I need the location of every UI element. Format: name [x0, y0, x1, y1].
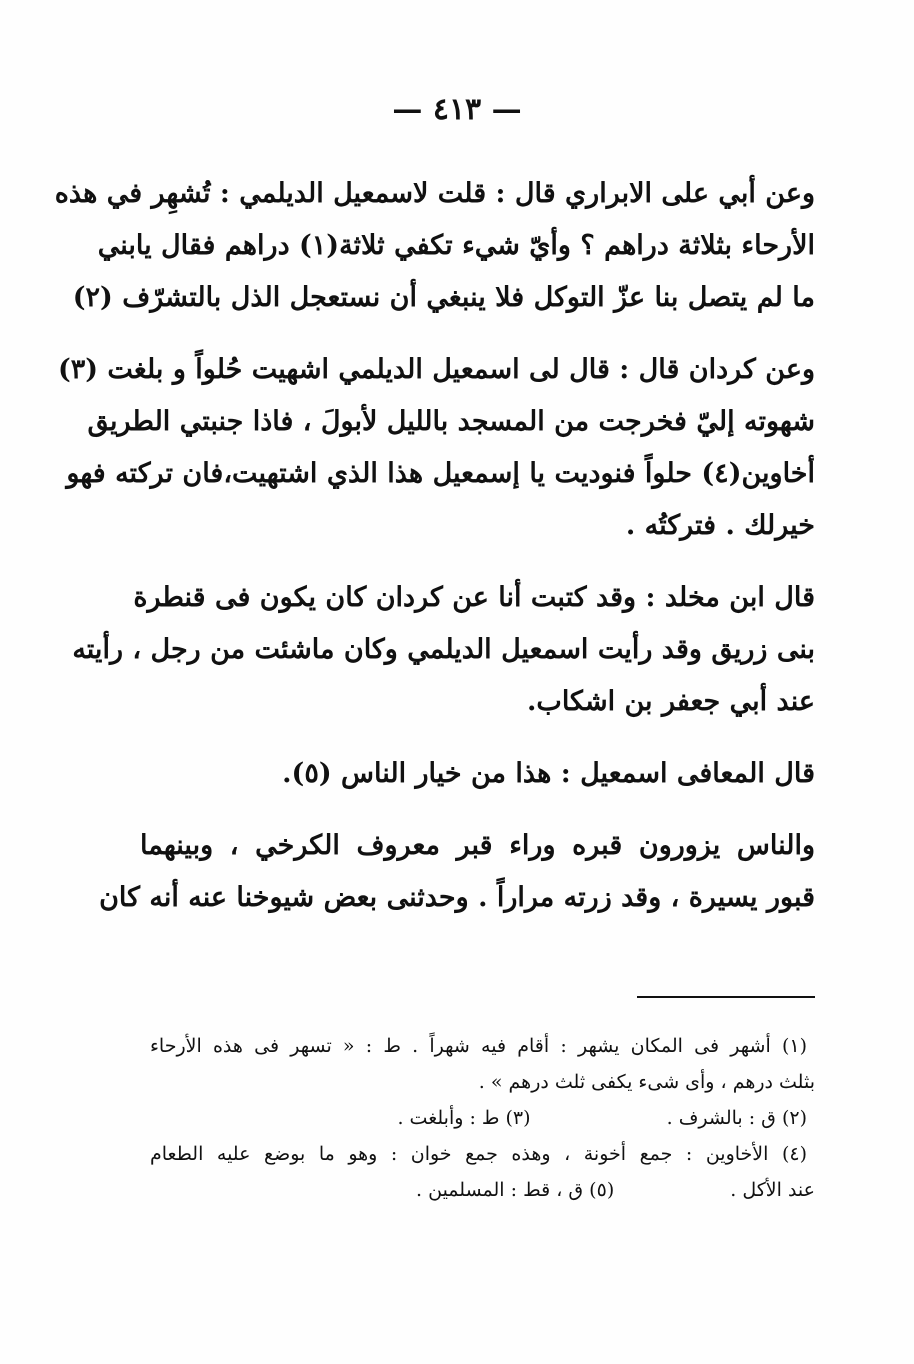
footnote-1: (١) أشهر فى المكان يشهر : أقام فيه شهراً . ط : « تسهر فى هذه الأرحاء: [150, 1035, 807, 1057]
paragraph-3: [72, 572, 815, 728]
footnote-row: [150, 1100, 815, 1136]
text-line: قبور يسيرة ، وقد زرته مراراً . وحدثنى بعض شيوخنا عنه أنه كان: [99, 882, 815, 913]
footnote-4: (٤) الأخاوين : جمع أخونة ، وهذه جمع خوان : وهو ما بوضع عليه الطعام: [150, 1143, 807, 1165]
text-line: والناس يزورون قبره وراء قبر معروف الكرخي ، وبينهما: [140, 830, 815, 861]
footnote-1-continued: بثلث درهم ، وأى شىء يكفى ثلث درهم » .: [478, 1071, 815, 1093]
paragraph-2: [57, 344, 815, 552]
text-line: قال ابن مخلد : وقد كتبت أنا عن كردان كان يكون فى قنطرة: [133, 582, 815, 613]
footnote-divider: [637, 996, 815, 998]
footnote-2: (٢) ق : بالشرف .: [666, 1107, 807, 1129]
page-number: — ٤١٣ —: [392, 92, 522, 127]
text-line: الأرحاء بثلاثة دراهم ؟ وأيّ شيء تكفي ثلاثة(١) دراهم فقال يابني: [97, 230, 815, 261]
footnotes: [150, 1028, 815, 1208]
text-line: بنى زريق وقد رأيت اسمعيل الديلمي وكان ماشئت من رجل ، رأيته: [72, 634, 815, 665]
text-line: عند أبي جعفر بن اشكاب.: [527, 686, 815, 717]
text-line: وعن كردان قال : قال لى اسمعيل الديلمي اشهيت حُلواً و بلغت (٣): [57, 354, 815, 385]
footnote-row: [150, 1172, 815, 1208]
paragraph-5: [99, 820, 815, 924]
footnote-4-continued: عند الأكل .: [730, 1179, 815, 1201]
text-line: قال المعافى اسمعيل : هذا من خيار الناس (٥).: [282, 758, 815, 789]
paragraph-4: [140, 748, 815, 800]
text-line: شهوته إليّ فخرجت من المسجد بالليل لأبولَ ، فاذا جنبتي الطريق: [87, 406, 815, 437]
text-line: أخاوين(٤) حلواً فنوديت يا إسمعيل هذا الذي اشتهيت،فان تركته فهو: [66, 458, 815, 489]
paragraph-1: [54, 168, 815, 324]
main-text: [54, 168, 815, 924]
text-line: ما لم يتصل بنا عزّ التوكل فلا ينبغي أن نستعجل الذل بالتشرّف (٢): [72, 282, 815, 313]
text-line: خيرلك . فتركتُه .: [625, 510, 815, 541]
footnote-3: (٣) ط : وأبلغت .: [397, 1107, 531, 1129]
footnote-5: (٥) ق ، قط : المسلمين .: [416, 1179, 615, 1201]
text-line: وعن أبي على الابراري قال : قلت لاسمعيل الديلمي : تُشهِر في هذه: [54, 178, 815, 209]
